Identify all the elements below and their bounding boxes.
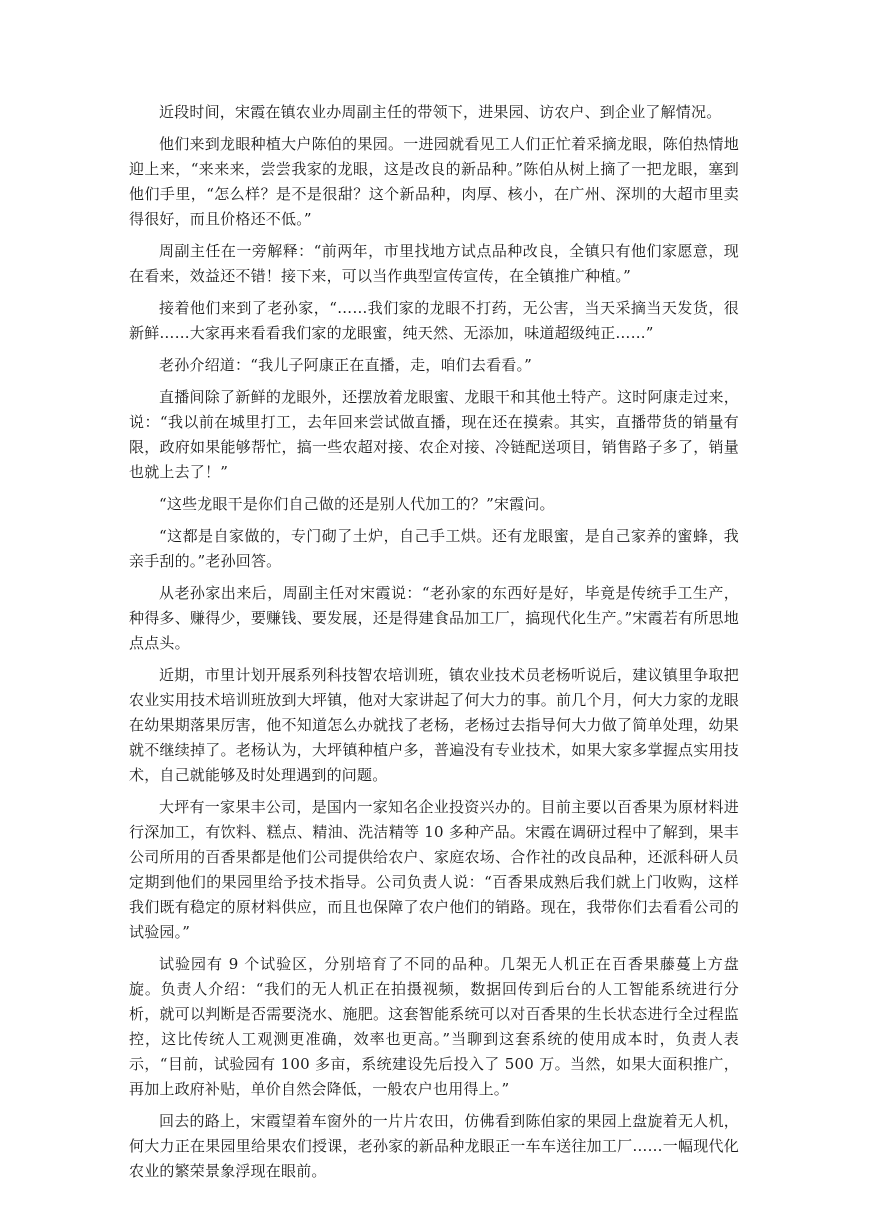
- paragraph-5: 老孙介绍道：“我儿子阿康正在直播，走，咱们去看看。”: [159, 356, 533, 374]
- paragraph-8: “这都是自家做的，专门砌了土炉，自己手工烘。还有龙眼蜜，是自己家养的蜜蜂，我亲手刮的。”老孙回答。: [129, 527, 739, 570]
- paragraph-12: 试验园有 9 个试验区，分别培育了不同的品种。几架无人机正在百香果藤蔓上方盘旋。负责人介绍：“我们的无人机正在拍摄视频，数据回传到后台的人工智能系统进行分析，就可以判断是否需要浇水、施肥。这套智能系统可以对百香果的生长状态进行全过程监控，这比传统人工观测更准确，效率也更高。”当聊到这套系统的使用成本时，负责人表示，“目前，试验园有 100 多亩，系统建设先后投入了 500 万。当然，如果大面积推广，再加上政府补贴，单价自然会降低，一般农户也用得上。”: [129, 955, 739, 1098]
- paragraph-6: 直播间除了新鲜的龙眼外，还摆放着龙眼蜜、龙眼干和其他土特产。这时阿康走过来，说：“我以前在城里打工，去年回来尝试做直播，现在还在摸索。其实，直播带货的销量有限，政府如果能够帮忙，搞一些农超对接、农企对接、冷链配送项目，销售路子多了，销量也就上去了！”: [129, 388, 739, 481]
- paragraph-11: 大坪有一家果丰公司，是国内一家知名企业投资兴办的。目前主要以百香果为原材料进行深加工，有饮料、糕点、精油、洗洁精等 10 多种产品。宋霞在调研过程中了解到，果丰公司所用的百香果都是他们公司提供给农户、家庭农场、合作社的改良品种，还派科研人员定期到他们的果园里给予技术指导。公司负责人说：“百香果成熟后我们就上门收购，这样我们既有稳定的原材料供应，而且也保障了农户他们的销路。现在，我带你们去看看公司的试验园。”: [129, 798, 739, 941]
- paragraph-10: 近期，市里计划开展系列科技智农培训班，镇农业技术员老杨听说后，建议镇里争取把农业实用技术培训班放到大坪镇，他对大家讲起了何大力的事。前几个月，何大力家的龙眼在幼果期落果厉害，他不知道怎么办就找了老杨，老杨过去指导何大力做了简单处理，幼果就不继续掉了。老杨认为，大坪镇种植户多，普遍没有专业技术，如果大家多掌握点实用技术，自己就能够及时处理遇到的问题。: [129, 666, 739, 784]
- paragraph-4: 接着他们来到了老孙家，“……我们家的龙眼不打药，无公害，当天采摘当天发货，很新鲜……大家再来看看我们家的龙眼蜜，纯天然、无添加，味道超级纯正……”: [129, 299, 739, 342]
- article-body: [129, 100, 739, 1191]
- paragraph-1: 近段时间，宋霞在镇农业办周副主任的带领下，进果园、访农户、到企业了解情况。: [159, 103, 722, 121]
- paragraph-3: 周副主任在一旁解释：“前两年，市里找地方试点品种改良，全镇只有他们家愿意，现在看来，效益还不错！接下来，可以当作典型宣传宣传，在全镇推广种植。”: [129, 242, 739, 285]
- paragraph-2: 他们来到龙眼种植大户陈伯的果园。一进园就看见工人们正忙着采摘龙眼，陈伯热情地迎上来，“来来来，尝尝我家的龙眼，这是改良的新品种。”陈伯从树上摘了一把龙眼，塞到他们手里，“怎么样？是不是很甜？这个新品种，肉厚、核小，在广州、深圳的大超市里卖得很好，而且价格还不低。”: [129, 135, 739, 228]
- paragraph-9: 从老孙家出来后，周副主任对宋霞说：“老孙家的东西好是好，毕竟是传统手工生产，种得多、赚得少，要赚钱、要发展，还是得建食品加工厂，搞现代化生产。”宋霞若有所思地点点头。: [129, 584, 739, 652]
- paragraph-13: 回去的路上，宋霞望着车窗外的一片片农田，仿佛看到陈伯家的果园上盘旋着无人机，何大力正在果园里给果农们授课，老孙家的新品种龙眼正一车车送往加工厂……一幅现代化农业的繁荣景象浮现在眼前。: [129, 1112, 739, 1180]
- paragraph-7: “这些龙眼干是你们自己做的还是别人代加工的？”宋霞问。: [159, 495, 555, 513]
